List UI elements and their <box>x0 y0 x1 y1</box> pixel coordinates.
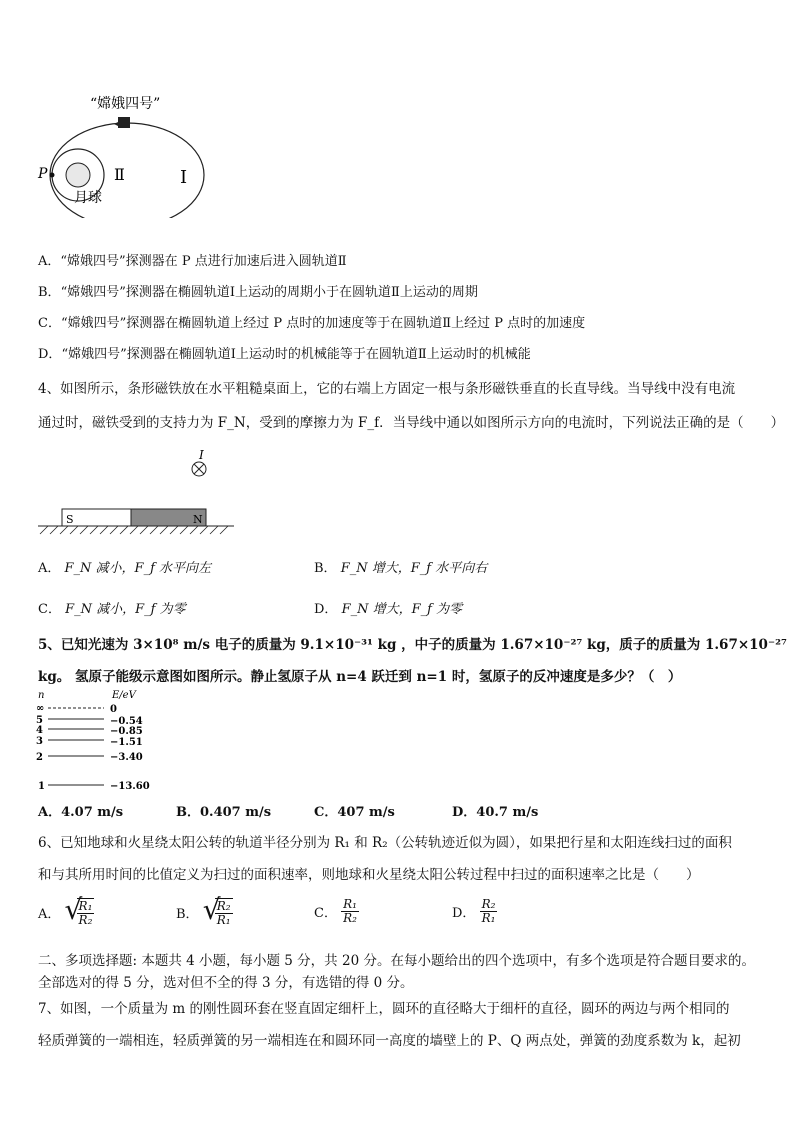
q7-stem-line1: 7、如图，一个质量为 m 的刚性圆环套在竖直固定细杆上，圆环的直径略大于细杆的直径，圆环的两边与两个相同的 <box>38 1001 730 1017</box>
q4-option-c: C． F_N 减小，F_f 为零 <box>38 602 186 617</box>
south-pole-label: S <box>66 513 74 526</box>
q6-option-d: D． $\frac{\text{R₂}}{\text{R₁}}$ <box>452 897 496 925</box>
q5-option-a: A．4.07 m/s <box>38 805 124 820</box>
level-5-n: 5 <box>36 715 43 726</box>
q3-option-c: C．“嫦娥四号”探测器在椭圆轨道上经过 P 点时的加速度等于在圆轨道Ⅱ上经过 P 点时的加速度 <box>38 316 586 331</box>
q4-option-b: B． F_N 增大，F_f 水平向右 <box>314 561 488 576</box>
orbit-diagram <box>30 88 220 218</box>
level-2-e: −3.40 <box>110 752 143 763</box>
sqrt-fraction: √ $\frac{\text{R₁}}{\text{R₂}}$ <box>64 893 93 927</box>
table-hatch <box>40 526 228 534</box>
level-inf-e: 0 <box>110 704 117 715</box>
q6-option-c: C． $\frac{\text{R₁}}{\text{R₂}}$ <box>314 897 357 925</box>
q6-stem-line1: 6、已知地球和火星绕太阳公转的轨道半径分别为 R₁ 和 R₂（公转轨迹近似为圆），如果把行星和太阳连线扫过的面积 <box>38 835 732 851</box>
q3-option-b: B．“嫦娥四号”探测器在椭圆轨道Ⅰ上运动的周期小于在圆轨道Ⅱ上运动的周期 <box>38 285 478 300</box>
q4-option-d: D． F_N 增大，F_f 为零 <box>314 602 463 617</box>
q4-option-a: A． F_N 减小，F_f 水平向左 <box>38 561 212 576</box>
section2-line1: 二、多项选择题: 本题共 4 小题，每小题 5 分，共 20 分。在每小题给出的四个选项中，有多个选项是符合题目要求的。 <box>38 953 755 969</box>
q5-stem-line1: 5、已知光速为 3×10⁸ m/s 电子的质量为 9.1×10⁻³¹ kg ，中子的质量为 1.67×10⁻²⁷ kg，质子的质量为 1.67×10⁻²⁷ <box>38 637 787 653</box>
q5-option-b: B．0.407 m/s <box>176 805 272 820</box>
q4-stem-line2: 通过时，磁铁受到的支持力为 F_N，受到的摩擦力为 F_f．当导线中通以如图所示方向的电流时，下列说法正确的是（ ） <box>38 415 785 431</box>
q6-option-b: B． √ $\frac{\text{R₂}}{\text{R₁}}$ <box>176 893 231 927</box>
fraction: $\frac{\text{R₁}}{\text{R₂}}$ <box>343 897 357 925</box>
axis-n-label: n <box>38 690 45 701</box>
point-p-label: P <box>38 166 48 182</box>
level-4-n: 4 <box>36 725 43 736</box>
level-1-e: −13.60 <box>110 781 150 792</box>
orbit-ii-label: Ⅱ <box>114 165 125 184</box>
q6-option-a: A． √ $\frac{\text{R₁}}{\text{R₂}}$ <box>38 893 93 927</box>
level-inf-n: ∞ <box>36 703 45 714</box>
q3-option-a: A．“嫦娥四号”探测器在 P 点进行加速后进入圆轨道Ⅱ <box>38 254 347 269</box>
level-1-n: 1 <box>38 781 45 792</box>
point-p-dot <box>50 173 55 178</box>
fraction: $\frac{\text{R₂}}{\text{R₁}}$ <box>481 897 496 925</box>
north-pole-label: N <box>193 513 203 526</box>
q3-option-d: D．“嫦娥四号”探测器在椭圆轨道Ⅰ上运动时的机械能等于在圆轨道Ⅱ上运动时的机械能 <box>38 347 531 362</box>
magnet-diagram <box>36 446 241 536</box>
level-2-n: 2 <box>36 752 43 763</box>
q7-stem-line2: 轻质弹簧的一端相连，轻质弹簧的另一端相连在和圆环同一高度的墙壁上的 P、Q 两点处，弹簧的劲度系数为 k，起初 <box>38 1033 741 1049</box>
level-3-e: −1.51 <box>110 737 143 748</box>
q5-option-c: C．407 m/s <box>314 805 395 820</box>
current-label: I <box>199 448 204 462</box>
probe-label: “嫦娥四号” <box>90 96 161 112</box>
moon <box>66 163 90 187</box>
energy-level-diagram <box>34 688 164 793</box>
orbit-i-label: Ⅰ <box>180 167 188 188</box>
q4-stem-line1: 4、如图所示，条形磁铁放在水平粗糙桌面上，它的右端上方固定一根与条形磁铁垂直的长直导线。当导线中没有电流 <box>38 381 736 397</box>
level-5-e: −0.54 <box>110 716 143 727</box>
probe-icon <box>118 117 130 128</box>
q5-option-d: D．40.7 m/s <box>452 805 539 820</box>
q6-stem-line2: 和与其所用时间的比值定义为扫过的面积速率，则地球和火星绕太阳公转过程中扫过的面积速率之比是（ ） <box>38 867 700 883</box>
level-3-n: 3 <box>36 736 43 747</box>
axis-e-label: E/eV <box>112 690 136 701</box>
sqrt-fraction: √ $\frac{\text{R₂}}{\text{R₁}}$ <box>202 893 231 927</box>
section2-line2: 全部选对的得 5 分，选对但不全的得 3 分，有选错的得 0 分。 <box>38 975 414 991</box>
level-4-e: −0.85 <box>110 726 143 737</box>
moon-label: 月球 <box>74 190 102 206</box>
q5-stem-line2: kg。 氢原子能级示意图如图所示。静止氢原子从 n=4 跃迁到 n=1 时，氢原子的反冲速度是多少？（ ） <box>38 669 682 685</box>
